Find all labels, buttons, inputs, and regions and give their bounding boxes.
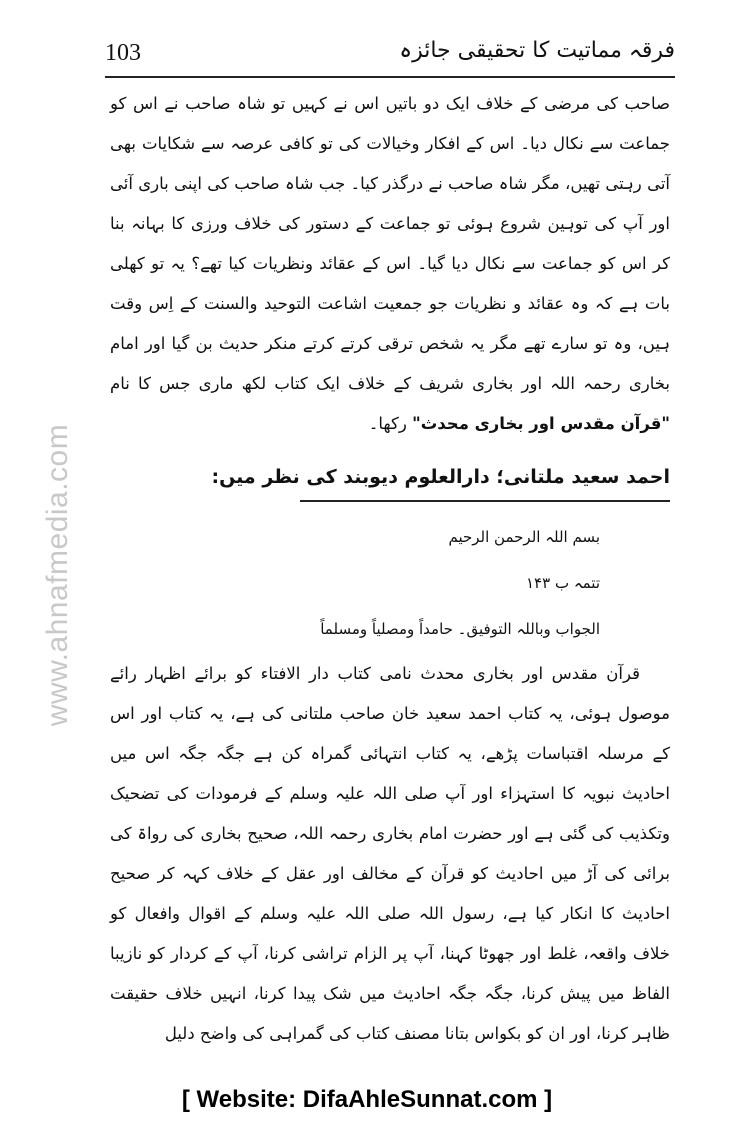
fatwa-paragraph: قرآن مقدس اور بخاری محدث نامی کتاب دار الافتاء کو برائے اظہار رائے موصول ہوئی، یہ کتاب احمد سعید خان صاحب ملتانی کی ہے، یہ کتاب اور اس کے مرسلہ اقتباسات پڑھے، یہ کتاب انتہائی گمراہ کن ہے جگہ جگہ اس میں احادیث نبویہ کا استہزاء اور آپ صلی اللہ علیہ وسلم کے فرمودات کی تضحیک وتکذیب کی گئی ہے اور حضرت امام بخاری رحمہ اللہ، صحیح بخاری کی رواۃ کی برائی کی آڑ میں احادیث کو قرآن کے مخالف اور عقل کے خلاف کہہ کر صحیح احادیث کا انکار کیا ہے، رسول اللہ صلی اللہ علیہ وسلم کے اقوال وافعال کو خلاف واقعہ، غلط اور جھوٹا کہنا، آپ پر الزام تراشی کرنا، آپ کے کردار کو نازیبا الفاظ میں پیش کرنا، جگہ جگہ احادیث میں شک پیدا کرنا، انہیں خلاف حقیقت ظاہر کرنا، اور ان کو بکواس بتانا مصنف کتاب کی گمراہی کی واضح دلیل bbox=[110, 664, 670, 1043]
section-heading: احمد سعید ملتانی؛ دارالعلوم دیوبند کی نظر میں: bbox=[211, 466, 670, 488]
fatwa-reference: تتمہ ب ۱۴۳ bbox=[526, 574, 600, 592]
section-heading-underline bbox=[300, 500, 670, 502]
watermark-text: www.ahnafmedia.com bbox=[41, 423, 74, 727]
paragraph-start: صاحب کی مرضی کے خلاف ایک دو باتیں اس نے کہیں تو شاہ صاحب نے اس کو جماعت سے نکال دیا۔ اس کے افکار وخیالات کی تو کافی عرصہ سے شکایات بھی آتی رہتی تھیں، مگر شاہ صاحب نے درگذر کیا۔ جب شاہ صاحب کی اپنی باری آئی اور آپ کی توہین شروع ہوئی تو جماعت کے دستور کی خلاف ورزی کا بہانہ بنا کر اس کو جماعت سے نکال دیا گیا۔ اس کے عقائد ونظریات کیا تھے؟ یہ تو کھلی بات ہے کہ وہ عقائد و نظریات جو جمعیت اشاعت التوحید والسنت کے اِس وقت ہیں، وہ تو سارے تھے مگر یہ شخص ترقی کرتے کرتے منکر حدیث بن گیا اور امام بخاری رحمہ اللہ اور بخاری شریف کے خلاف ایک کتاب لکھ ماری جس کا نام bbox=[110, 94, 670, 393]
book-title-inline: "قرآن مقدس اور بخاری محدث" bbox=[412, 414, 670, 433]
paragraph-text bbox=[110, 84, 670, 444]
side-watermark bbox=[28, 410, 88, 740]
book-running-title: فرقہ مماتیت کا تحقیقی جائزہ bbox=[399, 38, 675, 63]
header-divider bbox=[105, 76, 675, 78]
page-header bbox=[105, 36, 675, 76]
body-paragraph-2 bbox=[110, 654, 670, 1054]
website-footer: [ Website: DifaAhleSunnat.com ] bbox=[181, 1086, 553, 1113]
body-paragraph-1 bbox=[110, 84, 670, 444]
fatwa-opening-block bbox=[300, 514, 600, 652]
paragraph-end: رکھا۔ bbox=[368, 414, 407, 433]
bismillah-line: بسم اللہ الرحمن الرحیم bbox=[448, 528, 600, 546]
page-number: 103 bbox=[105, 40, 141, 66]
fatwa-opening-line: الجواب وباللہ التوفیق۔ حامداً ومصلیاً ومسلماً bbox=[320, 620, 600, 638]
